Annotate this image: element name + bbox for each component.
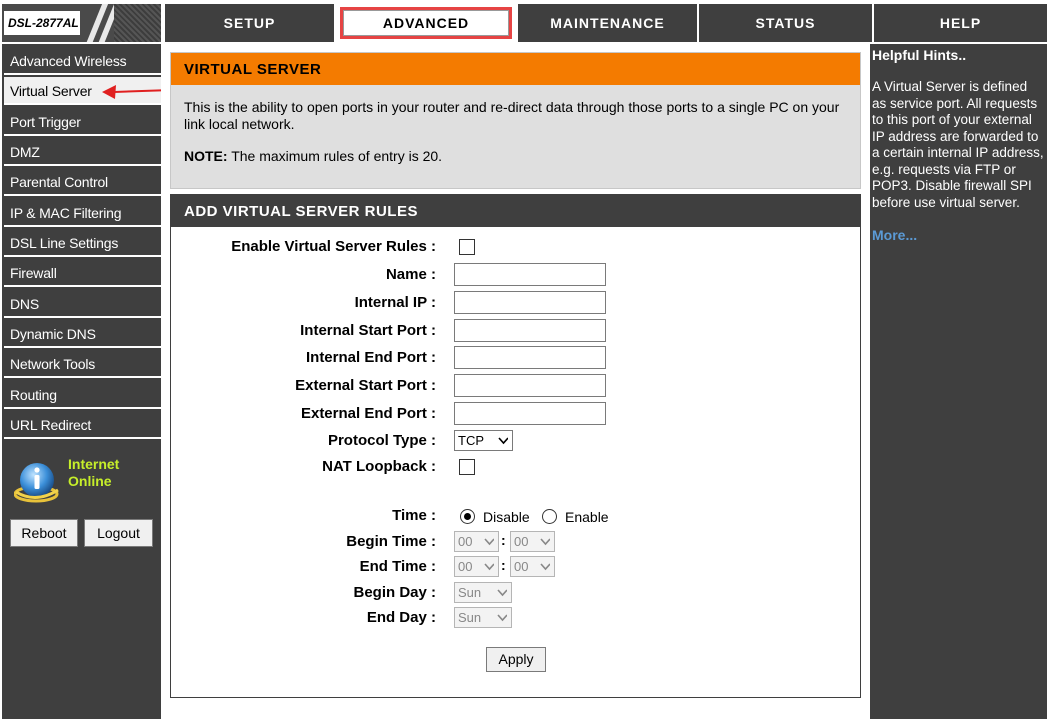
sidebar-item-virtual-server[interactable]: Virtual Server [4,77,161,105]
time-disable-label: Disable [483,509,530,525]
tab-label: MAINTENANCE [550,15,665,31]
apply-button[interactable]: Apply [486,647,546,672]
external-end-port-input[interactable] [454,402,606,425]
sidebar-item-ip-mac-filtering[interactable]: IP & MAC Filtering [4,199,161,227]
note-text: The maximum rules of entry is 20. [227,148,443,164]
tab-help[interactable] [874,4,1047,42]
help-panel [870,44,1047,719]
tab-label: ADVANCED [382,15,470,31]
sidebar-item-parental-control[interactable]: Parental Control [4,168,161,196]
help-more-link[interactable]: More... [872,227,918,243]
tab-label: STATUS [755,15,816,31]
external-start-port-input[interactable] [454,374,606,397]
internet-status-text [68,456,119,490]
sidebar-item-url-redirect[interactable]: URL Redirect [4,411,161,439]
chevron-down-icon [483,562,494,571]
chevron-down-icon [539,562,550,571]
tab-setup[interactable] [165,4,334,42]
end-hour-value: 00 [458,559,473,574]
intro-note [184,148,442,164]
name-input[interactable] [454,263,606,286]
intro-panel [170,52,861,189]
chevron-down-icon [539,537,550,546]
tab-label: HELP [939,15,982,31]
model-name: DSL-2877AL [4,11,80,35]
nat-loopback-label: NAT Loopback : [322,458,436,475]
end-minute-select[interactable] [510,556,555,577]
sidebar-item-routing[interactable]: Routing [4,381,161,409]
sidebar-item-dns[interactable]: DNS [4,290,161,318]
page-title: VIRTUAL SERVER [171,53,860,85]
internal-end-port-input[interactable] [454,346,606,369]
internal-start-port-input[interactable] [454,319,606,342]
sidebar-item-port-trigger[interactable]: Port Trigger [4,108,161,136]
sidebar-item-dsl-line-settings[interactable]: DSL Line Settings [4,229,161,257]
time-label: Time : [392,507,436,524]
time-separator: : [501,557,506,573]
reboot-button[interactable]: Reboot [10,519,78,547]
end-day-label: End Day : [366,609,436,626]
chevron-down-icon [483,537,494,546]
sidebar-item-dmz[interactable]: DMZ [4,138,161,166]
begin-time-label: Begin Time : [346,533,436,550]
time-separator: : [501,532,506,548]
internet-status [12,456,152,502]
nat-loopback-checkbox[interactable] [459,459,475,475]
internal-ip-input[interactable] [454,291,606,314]
status-line: Online [68,473,112,489]
sidebar [2,44,161,719]
external-start-port-label: External Start Port : [295,377,436,394]
enable-rules-checkbox[interactable] [459,239,475,255]
time-enable-label: Enable [565,509,609,525]
time-disable-radio[interactable] [460,509,475,524]
help-title: Helpful Hints.. [872,47,967,63]
chevron-down-icon [496,613,507,622]
end-minute-value: 00 [514,559,529,574]
external-end-port-label: External End Port : [300,405,436,422]
begin-minute-select[interactable] [510,531,555,552]
chevron-down-icon [497,436,508,445]
status-line: Internet [68,456,120,472]
tab-label: SETUP [223,15,276,31]
begin-day-select[interactable] [454,582,512,603]
protocol-type-label: Protocol Type : [327,432,436,449]
help-body: A Virtual Server is defined as service port. All requests to this port of your external IP address are forwarded to a certain internal IP address, e.g. requests via FTP or POP3. Disable firewall SPI before use virtual server. [872,79,1044,210]
time-enable-radio[interactable] [542,509,557,524]
section-title: ADD VIRTUAL SERVER RULES [171,195,860,227]
internal-ip-label: Internal IP : [354,294,436,311]
internal-end-port-label: Internal End Port : [305,349,436,366]
intro-description: This is the ability to open ports in your router and re-direct data through those ports to a single PC on your link local network. [184,99,840,132]
rules-panel [170,194,861,698]
chevron-down-icon [496,588,507,597]
internal-start-port-label: Internal Start Port : [300,322,436,339]
enable-rules-label: Enable Virtual Server Rules : [231,238,436,255]
protocol-type-value: TCP [458,433,484,448]
internet-globe-icon [14,458,60,504]
begin-hour-value: 00 [458,534,473,549]
sidebar-item-dynamic-dns[interactable]: Dynamic DNS [4,320,161,348]
end-hour-select[interactable] [454,556,499,577]
begin-hour-select[interactable] [454,531,499,552]
logo-texture [114,4,161,42]
protocol-type-select[interactable] [454,430,513,451]
end-day-select[interactable] [454,607,512,628]
end-day-value: Sun [458,610,482,625]
end-time-label: End Time : [359,558,436,575]
logo [2,4,161,42]
tab-advanced[interactable] [336,4,516,42]
note-label: NOTE: [184,148,228,164]
main-content [161,44,869,719]
begin-day-label: Begin Day : [353,584,436,601]
begin-day-value: Sun [458,585,482,600]
top-bar [0,0,1047,44]
sidebar-item-firewall[interactable]: Firewall [4,259,161,287]
tab-status[interactable] [699,4,872,42]
name-label: Name : [385,266,436,283]
sidebar-item-network-tools[interactable]: Network Tools [4,350,161,378]
sidebar-item-advanced-wireless[interactable]: Advanced Wireless [4,47,161,75]
begin-minute-value: 00 [514,534,529,549]
logout-button[interactable]: Logout [84,519,153,547]
tab-maintenance[interactable] [518,4,697,42]
